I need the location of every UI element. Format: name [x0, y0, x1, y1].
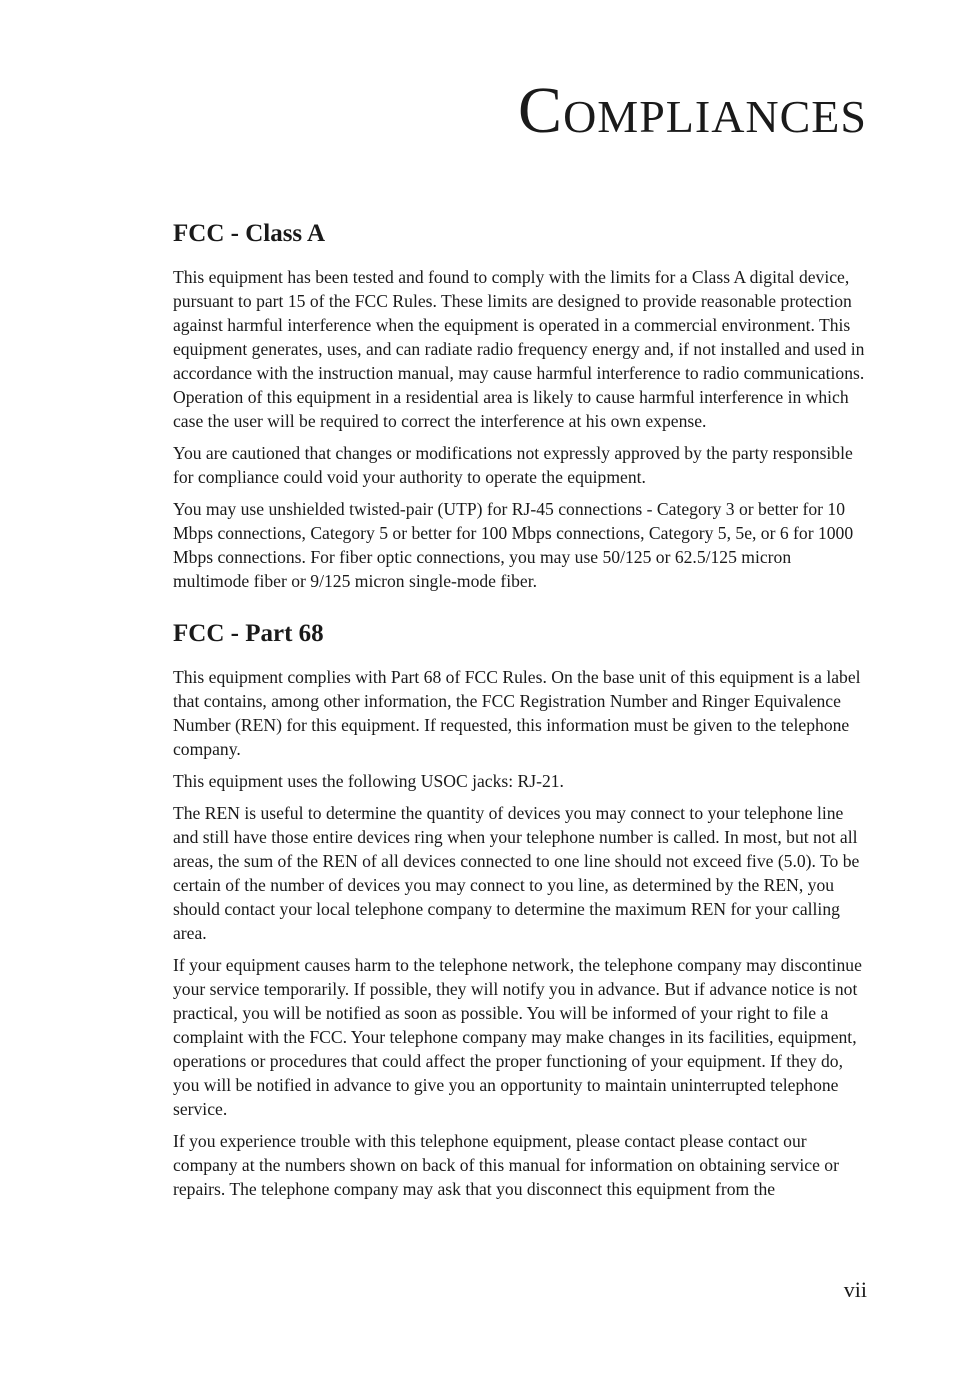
section-heading: FCC - Part 68 [173, 620, 324, 647]
paragraph: This equipment uses the following USOC jacks: RJ-21. [173, 771, 564, 791]
paragraph: You may use unshielded twisted-pair (UTP) for RJ-45 connections - Category 3 or better for 10 Mbps connections, Category 5 or better for 100 Mbps connections, Category 5, 5e, or 6 for 1000 Mbps connections. For fiber optic connections, you may use 50/125 or 62.5/125 micron multimode fiber or 9/125 micron single-mode fiber. [173, 499, 854, 591]
page-content [173, 217, 867, 1209]
paragraph: This equipment complies with Part 68 of FCC Rules. On the base unit of this equipment is a label that contains, among other information, the FCC Registration Number and Ringer Equivalence Number (REN) for this equipment. If requested, this information must be given to the telephone company. [173, 667, 861, 759]
paragraph: If your equipment causes harm to the telephone network, the telephone company may discontinue your service temporarily. If possible, they will notify you in advance. But if advance notice is not practical, you will be notified as soon as possible. You will be informed of your right to file a complaint with the FCC. Your telephone company may make changes in its facilities, equipment, operations or procedures that could affect the proper functioning of your equipment. If they do, you will be notified in advance to give you an opportunity to maintain uninterrupted telephone service. [173, 955, 862, 1119]
section-fcc-part-68 [173, 617, 867, 1201]
page-number: vii [843, 1277, 867, 1302]
section-heading: FCC - Class A [173, 220, 326, 247]
paragraph: This equipment has been tested and found to comply with the limits for a Class A digital device, pursuant to part 15 of the FCC Rules. These limits are designed to provide reasonable protection against harmful interference when the equipment is operated in a commercial environment. This equipment generates, uses, and can radiate radio frequency energy and, if not installed and used in accordance with the instruction manual, may cause harmful interference to radio communications. Operation of this equipment in a residential area is likely to cause harmful interference in which case the user will be required to correct the interference at his own expense. [173, 267, 865, 431]
page-title: Compliances [518, 74, 867, 147]
section-fcc-class-a [173, 217, 867, 593]
paragraph: If you experience trouble with this telephone equipment, please contact please contact our company at the numbers shown on back of this manual for information on obtaining service or repairs. The telephone company may ask that you disconnect this equipment from the [173, 1131, 839, 1199]
paragraph: The REN is useful to determine the quantity of devices you may connect to your telephone line and still have those entire devices ring when your telephone number is called. In most, but not all areas, the sum of the REN of all devices connected to one line should not exceed five (5.0). To be certain of the number of devices you may connect to you line, as determined by the REN, you should contact your local telephone company to determine the maximum REN for your calling area. [173, 803, 860, 943]
paragraph: You are cautioned that changes or modifications not expressly approved by the party responsible for compliance could void your authority to operate the equipment. [173, 443, 853, 487]
